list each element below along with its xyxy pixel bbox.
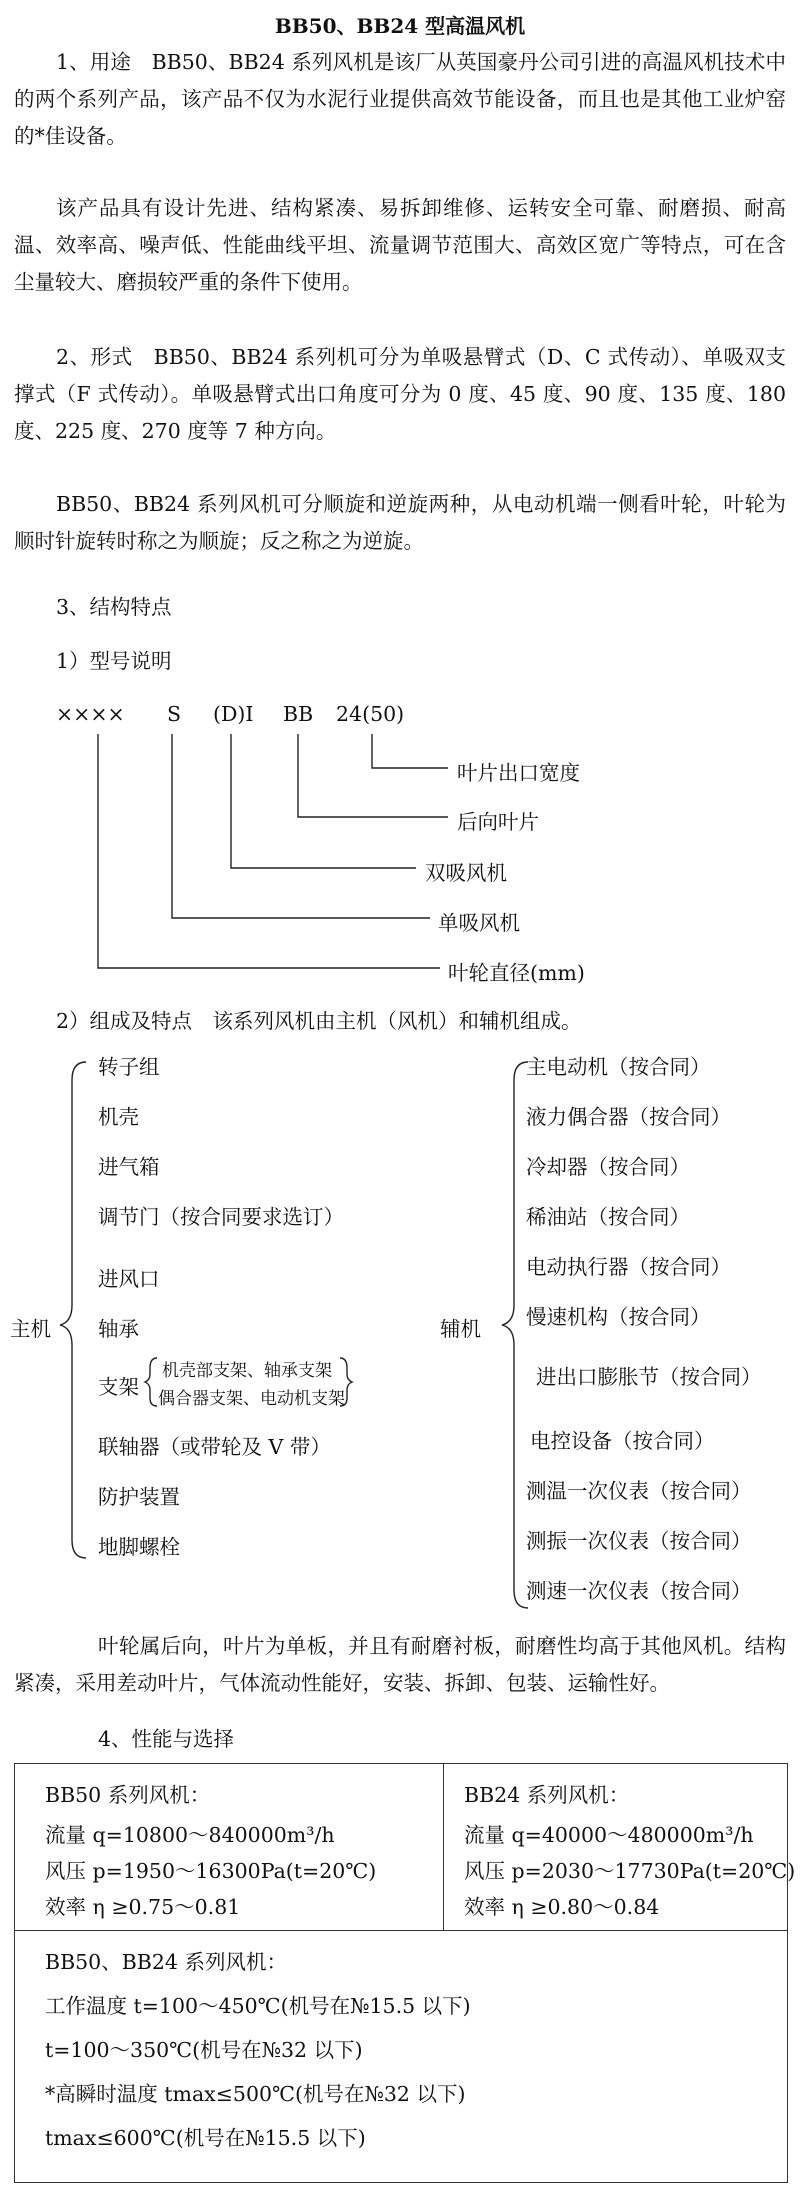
- bb50-title: BB50 系列风机：: [45, 1783, 211, 1807]
- cell-bb24: [444, 1764, 796, 1931]
- aux-item-actuator: 电动执行器（按合同）: [526, 1255, 731, 1279]
- aux-item-oil-station: 稀油站（按合同）: [526, 1205, 690, 1229]
- main-item-damper: 调节门（按合同要求选订）: [98, 1205, 344, 1229]
- common-title: BB50、BB24 系列风机：: [45, 1950, 287, 1974]
- main-item-casing: 机壳: [98, 1105, 139, 1129]
- main-item-inlet-box: 进气箱: [98, 1155, 160, 1179]
- aux-item-slow-drive: 慢速机构（按合同）: [526, 1305, 711, 1329]
- label-single-suction: 单吸风机: [438, 911, 520, 935]
- section-structure: 3、结构特点: [56, 595, 172, 619]
- section-performance: 4、性能与选择: [98, 1727, 235, 1751]
- aux-item-motor: 主电动机（按合同）: [526, 1055, 711, 1079]
- doc-title: BB50、BB24 型高温风机: [274, 14, 526, 38]
- sub-composition: 2）组成及特点 该系列风机由主机（风机）和辅机组成。: [56, 1009, 582, 1033]
- model-code-num: 24(50): [336, 702, 405, 726]
- bb50-flow: 流量 q=10800～840000m³/h: [45, 1823, 335, 1847]
- main-unit-label: 主机: [10, 1317, 51, 1341]
- main-item-bearing: 轴承: [98, 1317, 139, 1341]
- aux-item-cooler: 冷却器（按合同）: [526, 1155, 690, 1179]
- para-type: 2、形式 BB50、BB24 系列机可分为单吸悬臂式（D、C 式传动）、单吸双支撑式（F 式传动）。单吸悬臂式出口角度可分为 0 度、45 度、90 度、135 度、180 度、225 度、270 度等 7 种方向。: [14, 345, 786, 443]
- main-item-rotor: 转子组: [98, 1055, 160, 1079]
- sub-model-desc: 1）型号说明: [56, 649, 172, 673]
- bb24-pressure: 风压 p=2030～17730Pa(t=20℃): [464, 1859, 796, 1883]
- cell-bb50: [15, 1764, 444, 1931]
- main-item-coupling: 联轴器（或带轮及 V 带）: [98, 1435, 331, 1459]
- label-backward-blade: 后向叶片: [457, 810, 539, 834]
- label-impeller-dia: 叶轮直径(mm): [448, 961, 585, 985]
- bb24-efficiency: 效率 η ≥0.80～0.84: [464, 1895, 660, 1919]
- aux-item-speed-meter: 测速一次仪表（按合同）: [526, 1579, 752, 1603]
- performance-table: [14, 1763, 796, 2183]
- main-item-guard: 防护装置: [98, 1485, 180, 1509]
- model-code-bb: BB: [283, 702, 314, 726]
- bracket-item-1: 机壳部支架、轴承支架: [162, 1361, 332, 1381]
- aux-brace: [502, 1062, 528, 1608]
- main-item-inlet: 进风口: [98, 1267, 160, 1291]
- aux-item-expansion-joint: 进出口膨胀节（按合同）: [536, 1365, 762, 1389]
- model-code-di: (D)I: [213, 702, 254, 726]
- bb24-title: BB24 系列风机：: [464, 1783, 630, 1807]
- para-rotation: BB50、BB24 系列风机可分顺旋和逆旋两种，从电动机端一侧看叶轮，叶轮为顺时针旋转时称之为顺旋；反之称之为逆旋。: [14, 492, 786, 553]
- bb50-efficiency: 效率 η ≥0.75～0.81: [45, 1895, 241, 1919]
- aux-item-fluid-coupling: 液力偶合器（按合同）: [526, 1105, 731, 1129]
- main-item-anchor-bolt: 地脚螺栓: [98, 1535, 180, 1559]
- common-line-2: t=100～350℃(机号在№32 以下): [45, 2038, 363, 2062]
- cell-common: [15, 1931, 787, 2181]
- main-brace: [60, 1062, 86, 1558]
- aux-item-temp-meter: 测温一次仪表（按合同）: [526, 1479, 752, 1503]
- common-line-1: 工作温度 t=100～450℃(机号在№15.5 以下): [45, 1994, 471, 2018]
- para-impeller: 叶轮属后向，叶片为单板，并且有耐磨衬板，耐磨性均高于其他风机。结构紧凑，采用差动叶片，气体流动性能好，安装、拆卸、包装、运输性好。: [14, 1634, 786, 1695]
- para-usage: 1、用途 BB50、BB24 系列风机是该厂从英国豪丹公司引进的高温风机技术中的两个系列产品，该产品不仅为水泥行业提供高效节能设备，而且也是其他工业炉窑的*佳设备。: [14, 50, 786, 148]
- bracket-item-2: 偶合器支架、电动机支架: [158, 1389, 345, 1409]
- aux-item-control: 电控设备（按合同）: [530, 1429, 715, 1453]
- common-line-4: tmax≤600℃(机号在№15.5 以下): [45, 2126, 366, 2150]
- label-double-suction: 双吸风机: [425, 861, 507, 885]
- bb50-pressure: 风压 p=1950～16300Pa(t=20℃): [45, 1859, 377, 1883]
- label-blade-width: 叶片出口宽度: [457, 761, 580, 785]
- main-item-support: 支架: [98, 1375, 139, 1399]
- model-code-x: ××××: [56, 702, 125, 726]
- aux-unit-label: 辅机: [440, 1317, 481, 1341]
- bb24-flow: 流量 q=40000～480000m³/h: [464, 1823, 754, 1847]
- bracket-brace-left: [145, 1358, 157, 1406]
- model-code-s: S: [167, 702, 182, 726]
- para-features: 该产品具有设计先进、结构紧凑、易拆卸维修、运转安全可靠、耐磨损、耐高温、效率高、噪声低、性能曲线平坦、流量调节范围大、高效区宽广等特点，可在含尘量较大、磨损较严重的条件下使用。: [14, 196, 786, 294]
- common-line-3: *高瞬时温度 tmax≤500℃(机号在№32 以下): [45, 2082, 466, 2106]
- aux-item-vibration-meter: 测振一次仪表（按合同）: [526, 1529, 752, 1553]
